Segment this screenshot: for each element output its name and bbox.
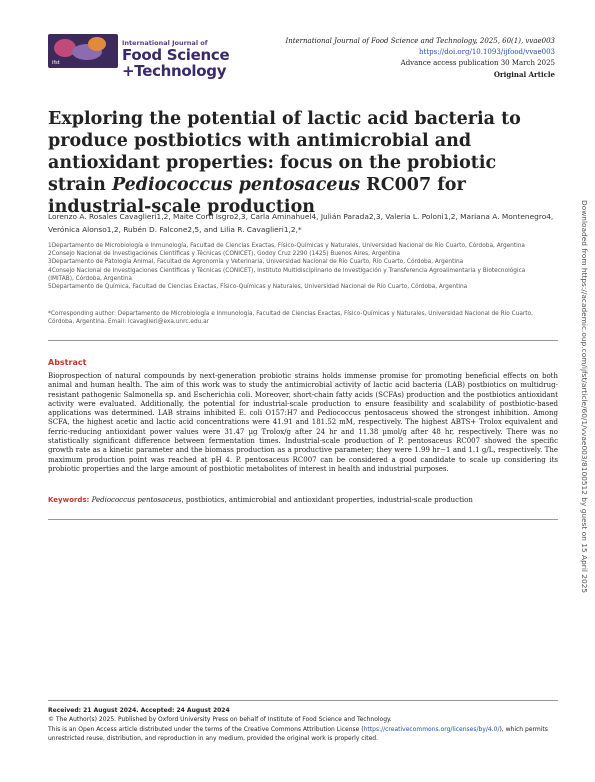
logo-shape [88, 37, 106, 51]
affiliation: 1Departamento de Microbiología e Inmunología, Facultad de Ciencias Exactas, Físico-Químicas y Naturales, Universidad Nacional de Río Cuarto, Córdoba, Argentina [48, 243, 525, 249]
article-header [285, 36, 555, 80]
author-list: Lorenzo A. Rosales Cavaglieri1,2, Maite Corti Isgro2,3, Carla Aminahuel4, Julián Parada2,3, Valeria L. Poloni1,2, Mariana A. Montenegro4, Verónica Alonso1,2, Rubén D. Falcone2,5, and Lilia R. Cavaglieri1,2,* [48, 212, 554, 234]
divider [48, 700, 558, 701]
license [48, 725, 568, 744]
keywords-heading: Keywords: [48, 496, 90, 504]
download-note: Downloaded from https://academic.oup.com/ijfst/article/60/1/vvae003/8100512 by guest on 15 April 2025 [580, 200, 589, 594]
article-title [48, 108, 558, 218]
divider [48, 519, 558, 520]
logo-text: ifst [52, 60, 60, 66]
abstract-text: Bioprospection of natural compounds by next-generation probiotic strains holds immense promise for promoting beneficial effects on both animal and human health. The aim of this work was to study the antimicrobial activity of lactic acid bacteria (LAB) postbiotics on multidrug-resistant pathogenic Salmonella sp. and Escherichia coli. Moreover, short-chain fatty acids (SCFAs) production and the postbiotics antioxidant activity were evaluated. Additionally, the potential for industrial-scale production to ensure feasibility and scalability of postbiotic-based applications was determined. LAB strains inhibited E. coli O157:H7 and Pediococcus pentosaceus showed the strongest inhibition. Among SCFA, the highest acetic and lactic acid concentrations were 41.91 and 181.52 mM, respectively. The highest ABTS+ Trolox equivalent and ferric-reducing antioxidant power values were 31.47 µg Trolox/g after 24 hr and 11.38 µmol/g after 48 hr, respectively. There was no statistically significant difference between fermentation times. Industrial-scale production of P. pentosaceus RC007 showed the specific growth rate as a kinetic parameter and the biomass production as a productive parameter; they were 1.99 hr−1 and 1.1 g/L, respectively. The maximum production point was reached at pH 4. P. pentosaceus RC007 can be considered a good candidate to scale up considering its probiotic properties and the large amount of postbiotic metabolites of interest in health and industrial purposes. [48, 372, 558, 473]
license-link[interactable]: https://creativecommons.org/licenses/by/4.0/ [363, 725, 500, 733]
journal-name-line1: Food Science [122, 45, 230, 64]
keyword-species: Pediococcus pentosaceus [91, 496, 182, 504]
doi-link[interactable]: https://doi.org/10.1093/ijfood/vvae003 [418, 48, 555, 56]
copyright: © The Author(s) 2025. Published by Oxford University Press on behalf of Institute of Food Science and Technology. [48, 716, 392, 724]
license-text-end: ), which permits unrestricted reuse, distribution, and reproduction in any medium, provided the original work is properly cited. [48, 725, 548, 742]
keywords-list: , postbiotics, antimicrobial and antioxidant properties, industrial-scale production [181, 496, 473, 504]
journal-logo [48, 34, 118, 68]
citation: International Journal of Food Science and Technology, 2025, 60(1), vvae003 [285, 37, 555, 45]
journal-name-small: International Journal of [122, 39, 208, 47]
affiliation: 3Departamento de Patología Animal, Facultad de Agronomía y Veterinaria, Universidad Nacional de Río Cuarto, Río Cuarto, Córdoba, Argentina [48, 259, 464, 266]
corresponding-author: *Corresponding author: Departamento de Microbiología e Inmunología, Facultad de Ciencias Exactas, Físico-Químicas y Naturales, Universidad Nacional de Río Cuarto, Córdoba, Argentina. Email: lcavaglieri@exa.unrc.edu.ar [48, 311, 533, 326]
footer [48, 706, 568, 743]
affiliations [48, 242, 548, 291]
abstract-heading: Abstract [48, 358, 87, 367]
divider [48, 340, 558, 341]
article-type: Original Article [493, 70, 555, 79]
license-text: This is an Open Access article distributed under the terms of the Creative Commons Attribution License ( [48, 725, 364, 733]
title-species: Pediococcus pentosaceus [111, 175, 361, 195]
keywords [48, 496, 558, 504]
affiliation: 5Departamento de Química, Facultad de Ciencias Exactas, Físico-Químicas y Naturales, Universidad Nacional de Río Cuarto, Córdoba, Argentina [48, 284, 468, 291]
journal-name [122, 40, 229, 79]
advance-access: Advance access publication 30 March 2025 [400, 59, 555, 67]
affiliation: 4Consejo Nacional de Investigaciones Científicas y Técnicas (CONICET), Instituto Multidisciplinario de Investigación y Transferencia Agroalimentaria y Biotecnológica (IMITAB), Córdoba, Argentina [48, 267, 526, 282]
title-part2: RC007 for industrial-scale production [48, 175, 466, 217]
title-part1: Exploring the potential of lactic acid bacteria to produce postbiotics with antimicrobial and antioxidant properties: focus on the probiotic strain [48, 109, 521, 195]
affiliation: 2Consejo Nacional de Investigaciones Científicas y Técnicas (CONICET), Godoy Cruz 2290 (1425) Buenos Aires, Argentina [48, 251, 401, 258]
received-dates: Received: 21 August 2024. Accepted: 24 August 2024 [48, 707, 230, 714]
journal-name-line2: +Technology [122, 61, 227, 80]
